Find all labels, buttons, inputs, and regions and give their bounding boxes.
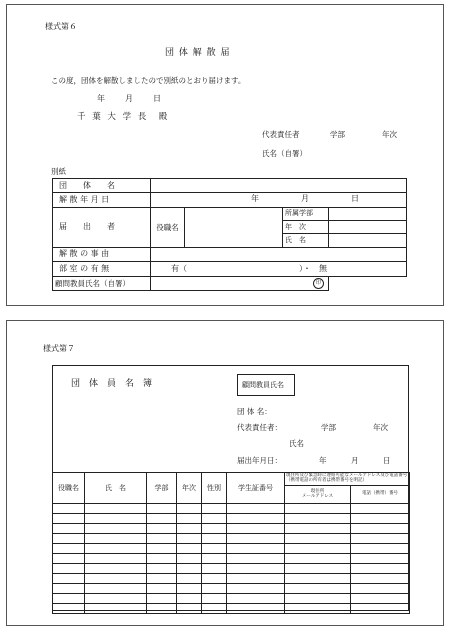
date-year: 年 [251,194,259,204]
col-address: 現住所 メールアドレス [285,486,351,504]
table-cell[interactable] [227,604,285,614]
roster-org-name-label: 団 体 名： [237,407,272,416]
date-month: 月 [301,194,309,204]
form7-page [6,320,444,626]
table-cell[interactable] [85,514,147,524]
table-cell[interactable] [85,504,147,514]
table-cell[interactable] [147,604,177,614]
position-value[interactable] [185,207,283,247]
col-student-no: 学生証番号 [227,473,285,504]
table-cell[interactable] [53,574,85,584]
table-cell[interactable] [285,534,351,544]
table-cell[interactable] [177,604,202,614]
form6-number: 様式第６ [45,22,77,31]
dissolution-table [52,178,407,291]
dissolve-date-value[interactable] [151,193,407,207]
table-cell[interactable] [147,524,177,534]
table-cell[interactable] [85,544,147,554]
table-cell[interactable] [85,554,147,564]
position-label: 役職名 [151,207,185,247]
year-label: 年次 [382,130,397,139]
table-cell[interactable] [202,504,227,514]
table-row [53,594,410,604]
roster-name-label: 氏名 [289,439,304,448]
table-cell[interactable] [85,524,147,534]
table-row [53,604,410,614]
table-cell[interactable] [85,604,147,614]
table-cell[interactable] [53,504,85,514]
table-cell[interactable] [53,524,85,534]
roster-submit-date-label: 届出年月日： [237,456,282,465]
org-name-value[interactable] [151,179,407,193]
form6-intro: この度，団体を解散しましたので別紙のとおり届けます。 [51,76,246,85]
table-cell[interactable] [202,574,227,584]
table-cell[interactable] [53,594,85,604]
table-cell[interactable] [351,504,410,514]
table-cell[interactable] [177,514,202,524]
table-cell[interactable] [202,594,227,604]
roster-date-day: 日 [383,456,391,465]
form6-page [6,4,444,306]
table-cell[interactable] [227,574,285,584]
col-gender: 性別 [202,473,227,504]
table-cell[interactable] [227,584,285,594]
roster-frame [52,365,409,611]
table-cell[interactable] [202,534,227,544]
table-cell[interactable] [53,514,85,524]
org-name-label: 団 体 名 [53,179,151,193]
table-cell[interactable] [227,544,285,554]
table-cell[interactable] [227,554,285,564]
table-cell[interactable] [53,584,85,594]
room-value: 有（ ）・ 無 [151,262,407,276]
table-cell[interactable] [202,544,227,554]
table-row [53,524,410,534]
room-label: 部 室 の 有 無 [53,262,151,276]
table-cell[interactable] [53,534,85,544]
table-cell[interactable] [53,604,85,614]
table-cell[interactable] [285,504,351,514]
table-cell[interactable] [177,504,202,514]
form6-addressee: 千 葉 大 学 長 殿 [77,112,170,122]
table-cell[interactable] [53,564,85,574]
table-cell[interactable] [177,574,202,584]
table-cell[interactable] [202,514,227,524]
submitter-name-value[interactable] [329,234,407,247]
table-cell[interactable] [351,584,410,594]
table-cell[interactable] [351,604,410,614]
table-cell[interactable] [85,574,147,584]
table-row [53,544,410,554]
submitter-label: 届 出 者 [53,207,151,247]
seal-icon: 印 [313,278,324,289]
table-cell[interactable] [202,524,227,534]
submitter-name-label: 氏 名 [283,234,329,247]
table-cell[interactable] [351,534,410,544]
table-cell[interactable] [147,554,177,564]
table-cell[interactable] [177,554,202,564]
table-cell[interactable] [285,584,351,594]
col-year: 年次 [177,473,202,504]
table-cell[interactable] [177,584,202,594]
table-cell[interactable] [227,504,285,514]
advisor-label: 顧問教員氏名（自署） [53,276,151,290]
table-cell[interactable] [85,584,147,594]
table-cell[interactable] [351,514,410,524]
table-cell[interactable] [202,584,227,594]
table-row [53,564,410,574]
table-cell[interactable] [285,514,351,524]
table-cell[interactable] [202,554,227,564]
table-cell[interactable] [202,564,227,574]
date-day: 日 [351,194,359,204]
form7-number: 様式第７ [43,344,75,353]
advisor-empty [329,276,407,290]
submitter-year-value[interactable] [329,221,407,234]
submitter-faculty-label: 所属学部 [283,207,329,220]
table-row [53,514,410,524]
col-position: 役職名 [53,473,85,504]
table-cell[interactable] [147,514,177,524]
table-cell[interactable] [351,544,410,554]
table-cell[interactable] [147,544,177,554]
faculty-label: 学部 [330,130,345,139]
table-row [53,534,410,544]
name-sign-label: 氏名（自署） [262,149,307,158]
table-cell[interactable] [147,584,177,594]
advisor-header-box [237,374,295,396]
table-cell[interactable] [177,564,202,574]
table-cell[interactable] [177,524,202,534]
roster-year-label: 年次 [373,423,388,432]
table-row [53,554,410,564]
table-cell[interactable] [351,574,410,584]
form7-title: 団 体 員 名 簿 [71,379,153,389]
reason-label: 解 散 の 事 由 [53,247,151,261]
table-cell[interactable] [85,564,147,574]
table-cell[interactable] [177,534,202,544]
table-cell[interactable] [85,594,147,604]
table-cell[interactable] [202,604,227,614]
table-cell[interactable] [351,554,410,564]
table-cell[interactable] [227,534,285,544]
table-cell[interactable] [227,594,285,604]
table-cell[interactable] [177,594,202,604]
table-cell[interactable] [53,554,85,564]
dissolve-date-label: 解 散 年 月 日 [53,193,151,207]
advisor-header: 顧問教員氏名 [242,381,284,389]
table-cell[interactable] [147,564,177,574]
table-cell[interactable] [285,594,351,604]
table-cell[interactable] [351,594,410,604]
col-contact-header: 現住所及び緊急時に連絡可能なメールアドレス及び電話番号（携帯電話の所有者は携帯番号を明記） [285,473,410,486]
table-cell[interactable] [285,544,351,554]
table-cell[interactable] [227,564,285,574]
form6-date: 年 月 日 [97,94,167,103]
table-cell[interactable] [147,504,177,514]
col-phone: 電話（携帯）番号 [351,486,410,504]
roster-table [52,472,410,614]
col-name: 氏 名 [85,473,147,504]
table-cell[interactable] [147,594,177,604]
table-cell[interactable] [53,544,85,554]
roster-date-year: 年 [319,456,327,465]
roster-faculty-label: 学部 [321,423,336,432]
roster-date-month: 月 [351,456,359,465]
reason-value[interactable] [151,247,407,261]
representative-label: 代表責任者 [262,130,300,139]
submitter-year-label: 年 次 [283,221,329,234]
table-cell[interactable] [285,564,351,574]
table-cell[interactable] [285,554,351,564]
table-cell[interactable] [85,534,147,544]
table-cell[interactable] [227,524,285,534]
table-cell[interactable] [147,574,177,584]
submitter-faculty-value[interactable] [329,207,407,220]
roster-representative-label: 代表責任者： [237,423,282,432]
attachment-label: 別紙 [51,167,66,176]
advisor-value[interactable] [151,276,329,290]
table-cell[interactable] [285,574,351,584]
table-cell[interactable] [285,604,351,614]
table-row [53,504,410,514]
table-cell[interactable] [285,524,351,534]
table-cell[interactable] [351,564,410,574]
form6-title: 団 体 解 散 届 [165,48,231,58]
table-cell[interactable] [177,544,202,554]
table-cell[interactable] [351,524,410,534]
table-cell[interactable] [147,534,177,544]
col-faculty: 学部 [147,473,177,504]
table-cell[interactable] [227,514,285,524]
table-row [53,574,410,584]
table-row [53,584,410,594]
